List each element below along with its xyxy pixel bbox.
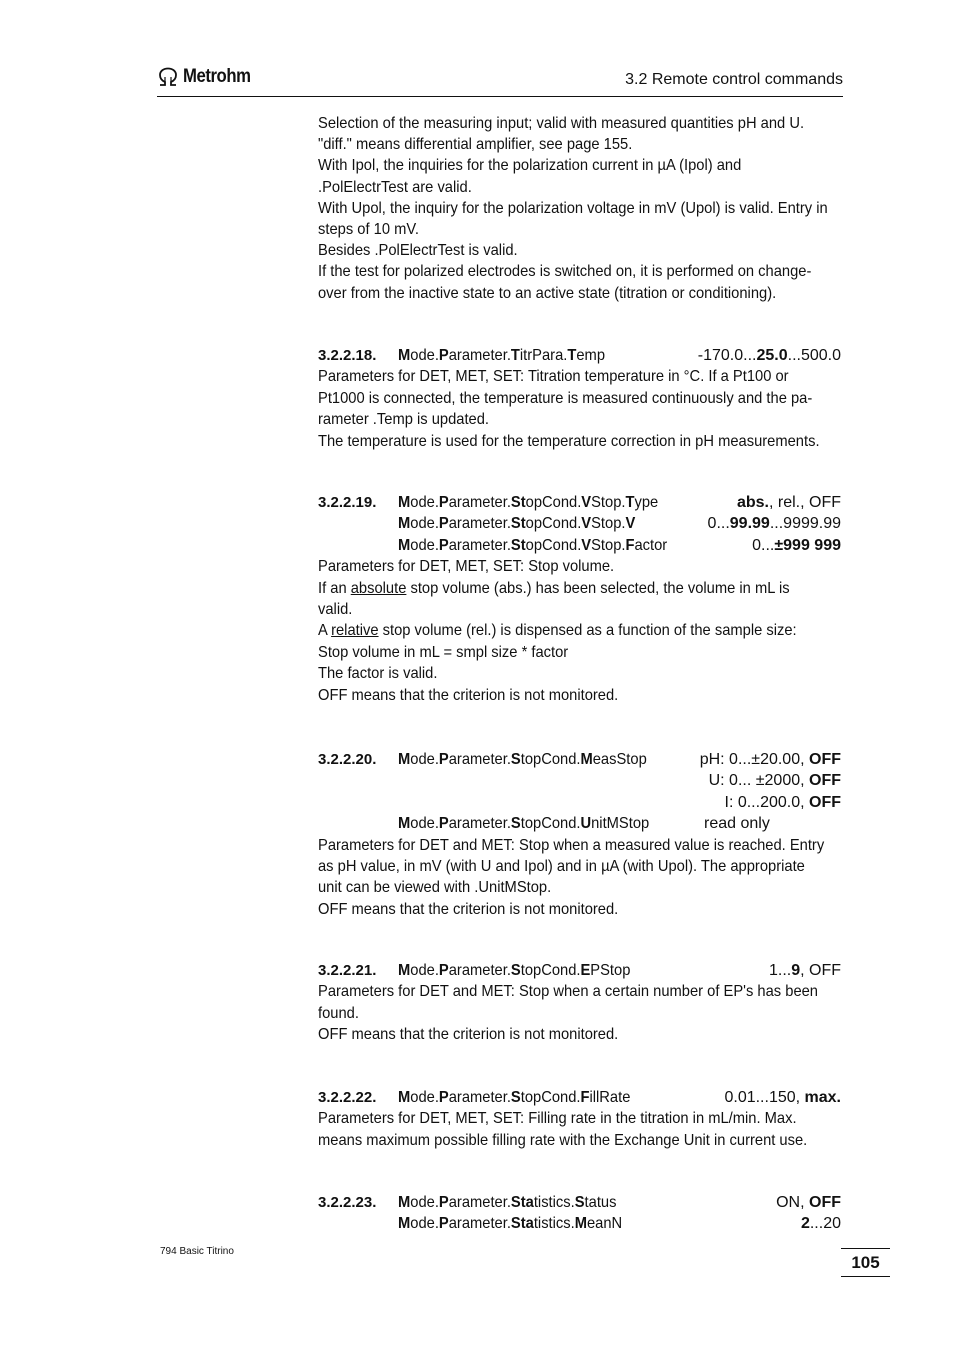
- value-row: [318, 792, 841, 813]
- value-range: pH: 0...±20.00, OFF: [699, 751, 841, 768]
- intro-line: "diff." means differential amplifier, see page 155.: [318, 136, 633, 154]
- intro-line: over from the inactive state to an active state (titration or conditioning).: [318, 284, 777, 302]
- omega-icon: [157, 66, 179, 88]
- command-row: [318, 535, 841, 556]
- logo-text: Metrohm: [183, 66, 251, 87]
- command-name: Mode.Parameter.StopCond.FillRate: [398, 1089, 631, 1106]
- section-3-2-2-21: [318, 960, 841, 1046]
- intro-line: .PolElectrTest are valid.: [318, 178, 472, 196]
- command-row: [318, 749, 841, 770]
- command-name: Mode.Parameter.StopCond.UnitMStop: [398, 815, 650, 833]
- value-range: -170.0...25.0...500.0: [697, 347, 841, 364]
- section-3-2-2-23: [318, 1192, 841, 1235]
- value-range: 1...9, OFF: [768, 962, 841, 979]
- command-name: Mode.Parameter.StopCond.VStop.Factor: [398, 536, 668, 554]
- value-range: abs., rel., OFF: [736, 494, 841, 511]
- value-range: 2...20: [800, 1215, 841, 1233]
- command-name: Mode.Parameter.StopCond.VStop.Type: [398, 494, 659, 511]
- section-3-2-2-19: [318, 492, 841, 706]
- section-3-2-2-18: [318, 345, 841, 452]
- intro-line: steps of 10 mV.: [318, 221, 419, 239]
- section-number: 3.2.2.21.: [318, 962, 377, 979]
- value-range: I: 0...200.0, OFF: [724, 793, 841, 811]
- intro-paragraph: [318, 113, 841, 304]
- value-range: ON, OFF: [776, 1194, 841, 1211]
- section-number: 3.2.2.22.: [318, 1089, 377, 1106]
- command-name: Mode.Parameter.StopCond.EPStop: [398, 962, 631, 979]
- command-row: [318, 960, 841, 981]
- section-number: 3.2.2.19.: [318, 494, 377, 511]
- value-range: U: 0... ±2000, OFF: [708, 772, 841, 790]
- section-number: 3.2.2.18.: [318, 347, 377, 364]
- command-name: Mode.Parameter.StopCond.MeasStop: [398, 751, 647, 768]
- footer-product-name: 794 Basic Titrino: [160, 1246, 234, 1257]
- command-row: [318, 1087, 841, 1108]
- value-range: read only: [704, 815, 770, 833]
- value-row: [318, 770, 841, 791]
- command-row: [318, 492, 841, 513]
- section-3-2-2-22: [318, 1087, 841, 1151]
- section-description: Parameters for DET, MET, SET: Titration temperature in °C. If a Pt100 or Pt1000 is connected, the temperature is measured continuously and the pa- rameter .Temp is updated. The temperature is used for the temperature correction in pH measurements.: [318, 368, 820, 450]
- intro-line: Selection of the measuring input; valid with measured quantities pH and U.: [318, 115, 805, 132]
- intro-line: With Upol, the inquiry for the polarization voltage in mV (Upol) is valid. Entry in: [318, 199, 828, 217]
- page-header: [157, 66, 843, 97]
- command-row: [318, 813, 841, 834]
- command-name: Mode.Parameter.Statistics.Status: [398, 1194, 617, 1211]
- section-description: Parameters for DET, MET, SET: Stop volume. If an absolute stop volume (abs.) has been selected, the volume in mL is valid. A relative stop volume (rel.) is dispensed as a function of the sample size: Stop volume in mL = smpl size * factor The factor is valid. OFF means that the criterion is not monitored.: [318, 558, 797, 704]
- section-number: 3.2.2.20.: [318, 751, 377, 768]
- section-3-2-2-20: [318, 749, 841, 920]
- section-description: Parameters for DET, MET, SET: Filling rate in the titration in mL/min. Max. means maximum possible filling rate with the Exchange Unit in current use.: [318, 1110, 808, 1149]
- value-range: 0...±999 999: [752, 536, 841, 554]
- running-title: 3.2 Remote control commands: [625, 71, 843, 88]
- command-row: [318, 345, 841, 366]
- intro-line: With Ipol, the inquiries for the polarization current in µA (Ipol) and: [318, 157, 742, 175]
- command-name: Mode.Parameter.StopCond.VStop.V: [398, 515, 636, 533]
- value-range: 0.01...150, max.: [724, 1089, 841, 1106]
- intro-line: Besides .PolElectrTest is valid.: [318, 242, 518, 260]
- value-range: 0...99.99...9999.99: [707, 515, 841, 533]
- section-description: Parameters for DET and MET: Stop when a measured value is reached. Entry as pH value, in mV (with U and Ipol) and in µA (with Upol). The appropriate unit can be viewed with .UnitMStop. OFF means that the criterion is not monitored.: [318, 836, 825, 918]
- command-row: [318, 1192, 841, 1213]
- command-row: [318, 513, 841, 534]
- command-name: Mode.Parameter.Statistics.MeanN: [398, 1215, 623, 1233]
- command-name: Mode.Parameter.TitrPara.Temp: [398, 347, 605, 364]
- section-number: 3.2.2.23.: [318, 1194, 377, 1211]
- page-number-box: [841, 1248, 890, 1277]
- metrohm-logo: [157, 66, 260, 88]
- intro-line: If the test for polarized electrodes is switched on, it is performed on change-: [318, 263, 812, 281]
- page-number: 105: [851, 1253, 880, 1272]
- section-description: Parameters for DET and MET: Stop when a certain number of EP's has been found. OFF means that the criterion is not monitored.: [318, 983, 819, 1044]
- command-row: [318, 1213, 841, 1234]
